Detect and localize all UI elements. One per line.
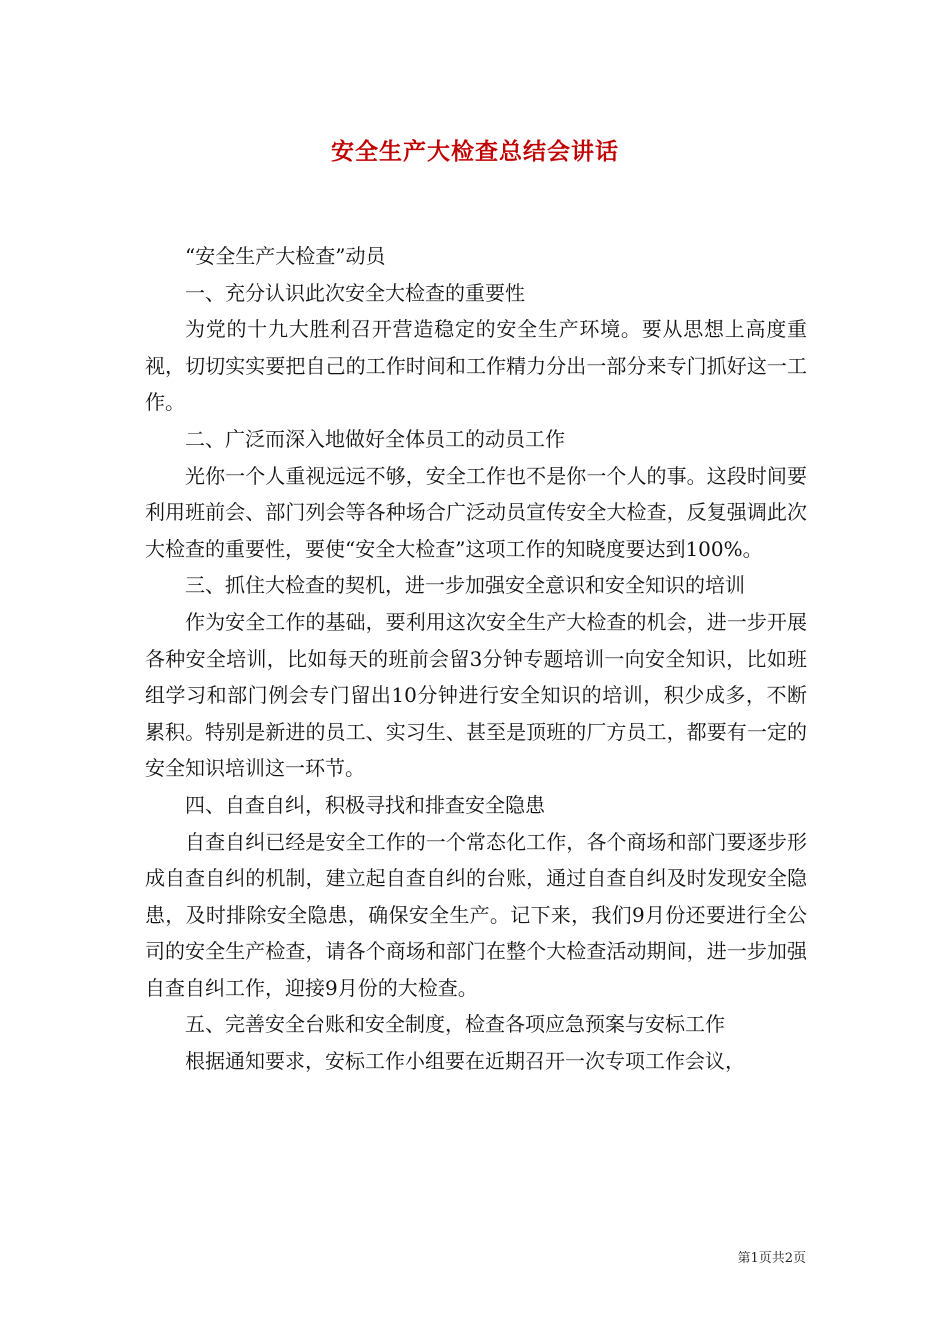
document-title: 安全生产大检查总结会讲话 — [331, 138, 619, 165]
paragraph-mobilization: “安全生产大检查”动员 — [185, 244, 386, 268]
paragraph-section-4: 自查自纠已经是安全工作的一个常态化工作，各个商场和部门要逐步形成自查自纠的机制，建立起自查自纠的台账，通过自查自纠及时发现安全隐患，及时排除安全隐患，确保安全生产。记下来，我们9月份还要进行全公司的安全生产检查，请各个商场和部门在整个大检查活动期间，进一步加强自查自纠工作，迎接9月份的大检查。 — [145, 829, 807, 1000]
heading-section-4: 四、自查自纠，积极寻找和排查安全隐患 — [185, 792, 545, 817]
heading-section-2: 二、广泛而深入地做好全体员工的动员工作 — [185, 426, 565, 451]
paragraph-section-1: 为党的十九大胜利召开营造稳定的安全生产环境。要从思想上高度重视，切切实实要把自己的工作时间和工作精力分出一部分来专门抓好这一工作。 — [145, 317, 807, 415]
heading-section-1: 一、充分认识此次安全大检查的重要性 — [185, 280, 525, 305]
page-number: 第1页共2页 — [737, 1251, 806, 1266]
heading-section-5: 五、完善安全台账和安全制度，检查各项应急预案与安标工作 — [185, 1012, 725, 1037]
paragraph-section-2: 光你一个人重视远远不够，安全工作也不是你一个人的事。这段时间要利用班前会、部门列会等各种场合广泛动员宣传安全大检查，反复强调此次大检查的重要性，要使“安全大检查”这项工作的知晓度要达到100%。 — [145, 463, 807, 561]
paragraph-section-5: 根据通知要求，安标工作小组要在近期召开一次专项工作会议， — [185, 1049, 745, 1074]
paragraph-section-3: 作为安全工作的基础，要利用这次安全生产大检查的机会，进一步开展各种安全培训，比如每天的班前会留3分钟专题培训一向安全知识，比如班组学习和部门例会专门留出10分钟进行安全知识的培训，积少成多，不断累积。特别是新进的员工、实习生、甚至是顶班的厂方员工，都要有一定的安全知识培训这一环节。 — [145, 609, 807, 781]
heading-section-3: 三、抓住大检查的契机，进一步加强安全意识和安全知识的培训 — [185, 573, 745, 598]
document-body — [145, 238, 807, 1080]
